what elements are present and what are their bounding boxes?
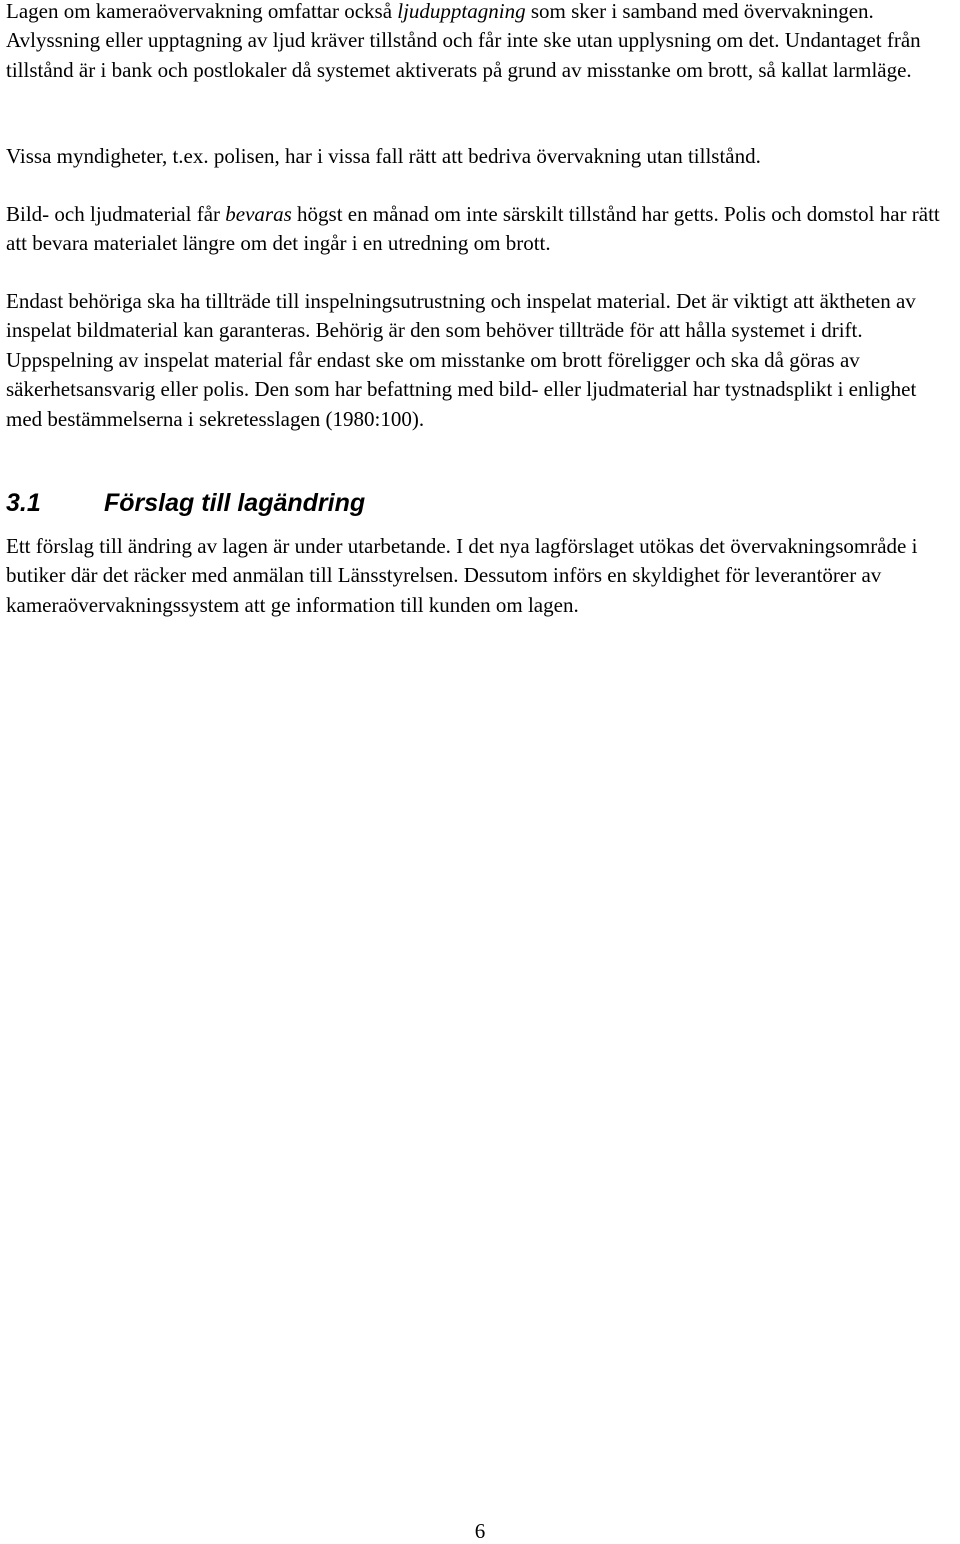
emphasized-term: ljudupptagning (397, 0, 526, 23)
section-number: 3.1 (6, 489, 41, 517)
emphasized-term: bevaras (225, 202, 292, 226)
page-number: 6 (474, 1519, 486, 1543)
section-heading (6, 486, 365, 520)
paragraph-authorities: Vissa myndigheter, t.ex. polisen, har i vissa fall rätt att bedriva övervakning utan tillstånd. (6, 144, 761, 168)
paragraph-text: Lagen om kameraövervakning omfattar också (6, 0, 398, 23)
section-title: Förslag till lagändring (104, 489, 366, 517)
paragraph-text: Bild- och ljudmaterial får (6, 202, 226, 226)
paragraph-law-proposal: Ett förslag till ändring av lagen är under utarbetande. I det nya lagförslaget utökas det övervakningsområde i butiker där det räcker med anmälan till Länsstyrelsen. Dessutom införs en skyldighet för leverantörer av kameraövervakningssystem att ge information till kunden om lagen. (6, 534, 918, 617)
paragraph-access: Endast behöriga ska ha tillträde till inspelningsutrustning och inspelat material. Det är viktigt att äktheten av inspelat bildmaterial kan garanteras. Behörig är den som behöver tillträde för att hålla systemet i drift. Uppspelning av inspelat material får endast ske om misstanke om brott föreligger och ska då göras av säkerhetsansvarig eller polis. Den som har befattning med bild- eller ljudmaterial har tystnadsplikt i enlighet med bestämmelserna i sekretesslagen (1980:100). (6, 289, 917, 431)
paragraph-text: högst en månad om inte särskilt tillstånd har getts. Polis och domstol har rätt att bevara materialet längre om det ingår i en utredning om brott. (6, 202, 940, 256)
paragraph-audio-recording (6, 0, 936, 85)
paragraph-text: som sker i samband med övervakningen. Avlyssning eller upptagning av ljud kräver tillstånd och får inte ske utan upplysning om det. Undantaget från tillstånd är i bank och postlokaler då systemet aktiverats på grund av misstanke om brott, så kallat larmläge. (6, 0, 921, 82)
paragraph-retention (6, 200, 946, 259)
